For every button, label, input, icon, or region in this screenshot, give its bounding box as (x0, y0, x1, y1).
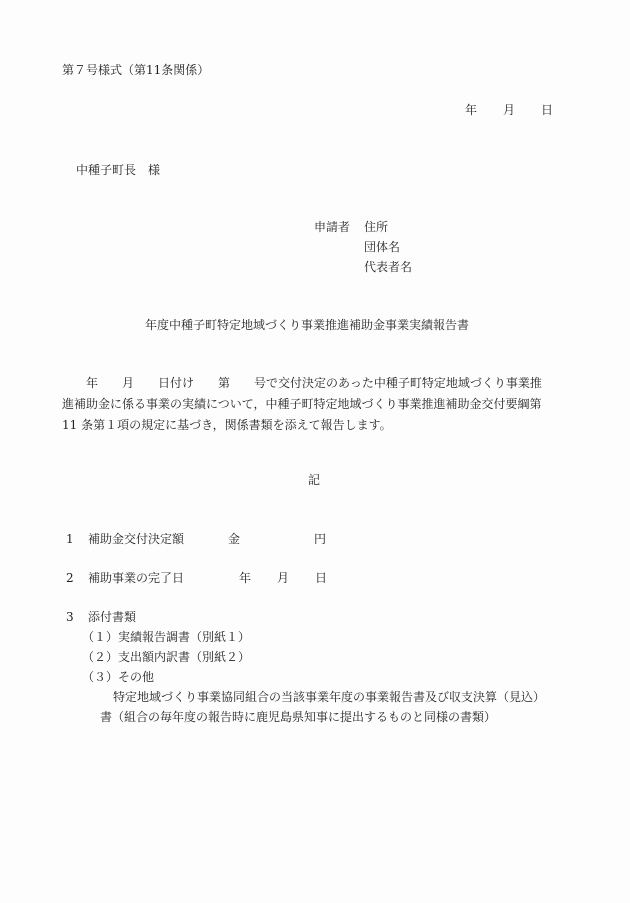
item-3-sub-3: （３）その他 (82, 670, 155, 684)
body-line-1: 年 月 日付け 第 号で交付決定のあった中種子町特定地域づくり事業推 (62, 376, 542, 390)
item-2-day: 日 (315, 571, 328, 585)
date-year-label: 年 (465, 103, 478, 117)
item-1-label: 補助金交付決定額 (88, 532, 185, 546)
applicant-label: 申請者 (314, 220, 351, 234)
item-3-other-detail-1: 特定地域づくり事業協同組合の当該事業年度の事業報告書及び収支決算（見込） (113, 690, 546, 704)
item-2-month: 月 (277, 571, 290, 585)
item-1-yen: 円 (314, 532, 327, 546)
item-2-label: 補助事業の完了日 (88, 571, 185, 585)
item-3-number: 3 (66, 610, 74, 624)
body-line-3: 11 条第１項の規定に基づき，関係書類を添えて報告します。 (62, 418, 392, 432)
item-3-sub-2: （２）支出額内訳書（別紙２） (82, 650, 251, 664)
document-title: 年度中種子町特定地域づくり事業推進補助金事業実績報告書 (145, 318, 470, 332)
item-2-number: 2 (66, 571, 74, 585)
body-paragraph (62, 373, 562, 436)
applicant-rep-label: 代表者名 (364, 260, 413, 274)
ki-heading: 記 (308, 473, 321, 487)
date-month-label: 月 (503, 103, 516, 117)
addressee: 中種子町長 様 (76, 163, 161, 177)
item-2-year: 年 (239, 571, 252, 585)
item-3-sub-1: （１）実績報告調書（別紙１） (82, 630, 251, 644)
form-number: 第７号様式（第11条関係） (62, 63, 210, 77)
applicant-org-label: 団体名 (364, 240, 401, 254)
body-line-2: 進補助金に係る事業の実績について，中種子町特定地域づくり事業推進補助金交付要綱第 (62, 397, 542, 411)
date-day-label: 日 (541, 103, 554, 117)
item-1-kin: 金 (228, 532, 241, 546)
item-3-label: 添付書類 (88, 610, 137, 624)
applicant-address-label: 住所 (364, 220, 389, 234)
item-3-other-detail-2: 書（組合の毎年度の報告時に鹿児島県知事に提出するものと同様の書類） (100, 710, 497, 724)
item-1-number: 1 (66, 532, 74, 546)
